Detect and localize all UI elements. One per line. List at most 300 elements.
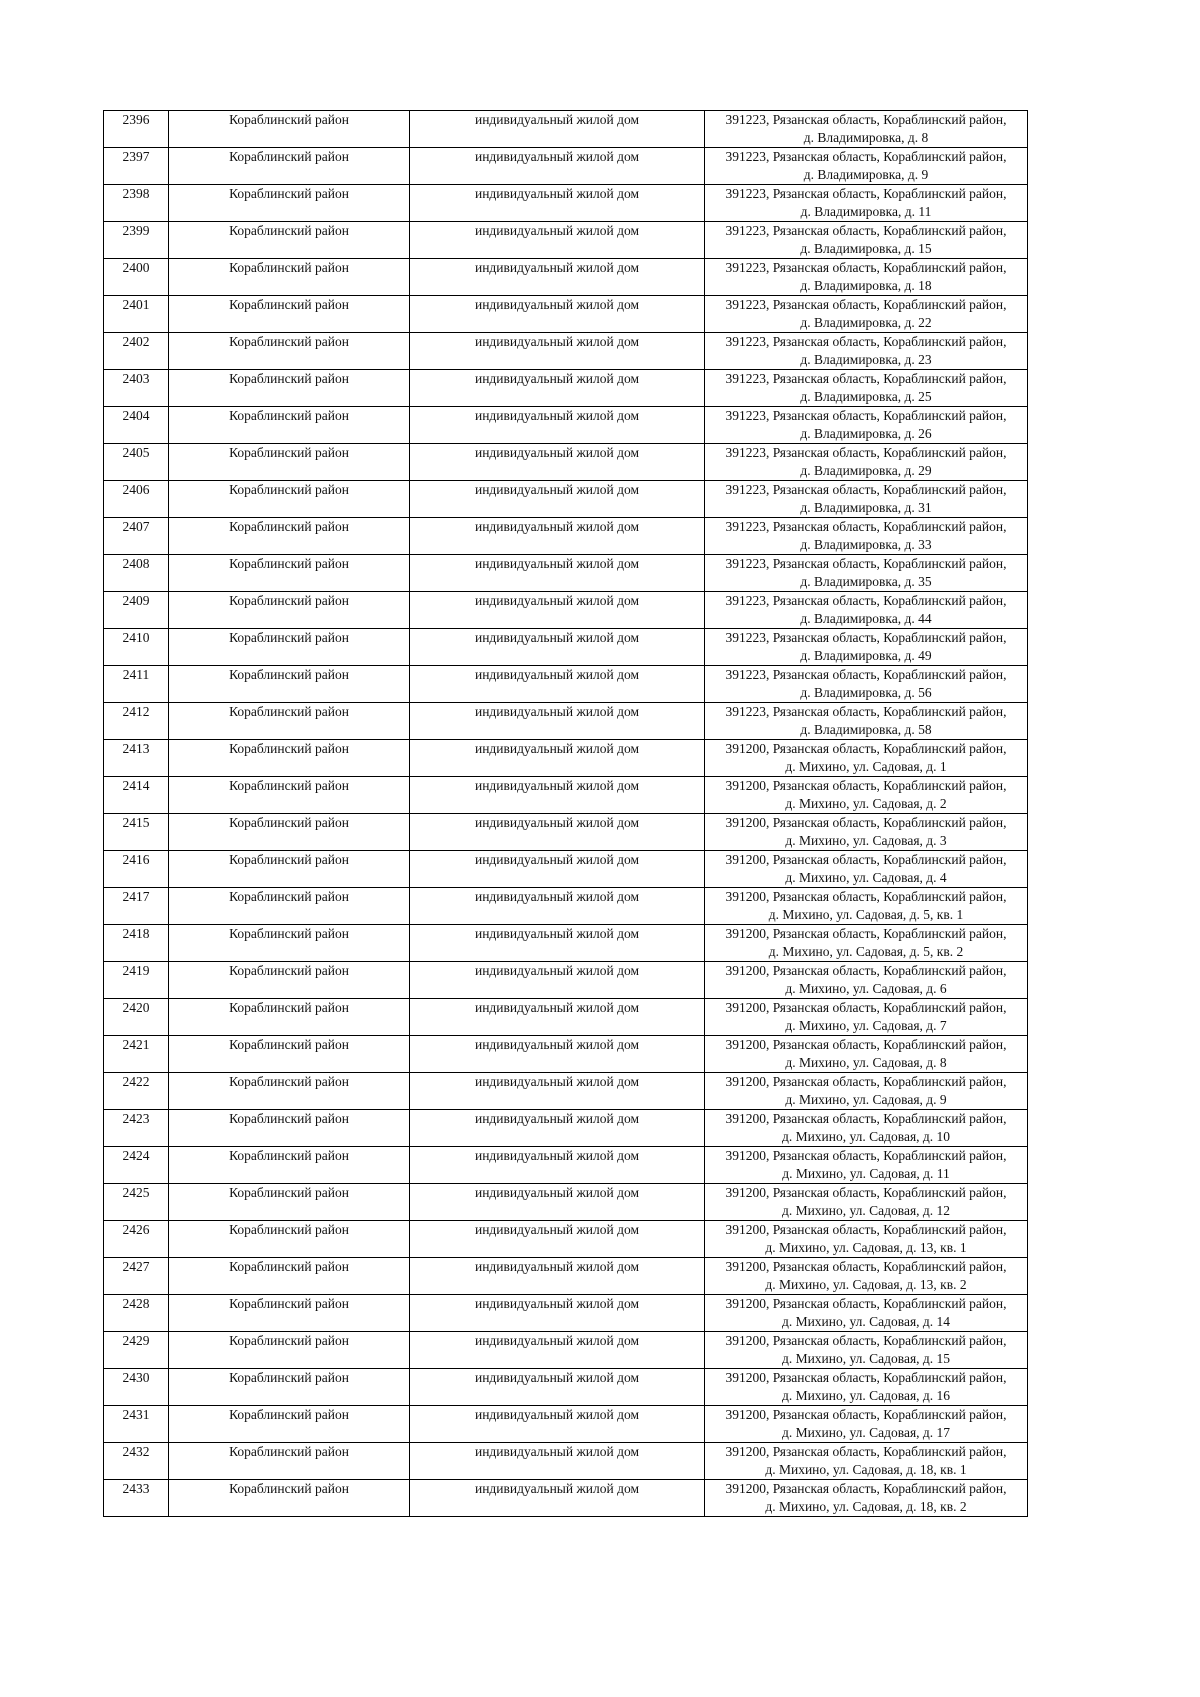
table-row	[104, 1443, 1028, 1480]
object-type-text: индивидуальный жилой дом	[474, 334, 640, 349]
object-type-text: индивидуальный жилой дом	[474, 815, 640, 830]
address-line-2: д. Владимировка, д. 29	[800, 463, 932, 478]
row-number-text: 2420	[122, 1000, 150, 1015]
table-row	[104, 592, 1028, 629]
row-number-text: 2416	[122, 852, 150, 867]
row-number-text: 2429	[122, 1333, 150, 1348]
district-text: Кораблинский район	[229, 963, 349, 978]
table-row	[104, 1369, 1028, 1406]
object-type-cell	[410, 333, 705, 370]
district-text: Кораблинский район	[229, 260, 349, 275]
object-type-cell	[410, 185, 705, 222]
object-type-cell	[410, 370, 705, 407]
district-cell	[169, 444, 410, 481]
object-type-text: индивидуальный жилой дом	[474, 1074, 640, 1089]
district-cell	[169, 370, 410, 407]
object-type-cell	[410, 518, 705, 555]
row-number-text: 2424	[122, 1148, 150, 1163]
address-line-2: д. Владимировка, д. 58	[800, 722, 932, 737]
address-line-1: 391200, Рязанская область, Кораблинский район,	[725, 1111, 1007, 1126]
row-number-text: 2414	[122, 778, 150, 793]
row-number-text: 2426	[122, 1222, 150, 1237]
district-text: Кораблинский район	[229, 1222, 349, 1237]
district-text: Кораблинский район	[229, 704, 349, 719]
object-type-cell	[410, 851, 705, 888]
object-type-cell	[410, 1110, 705, 1147]
address-cell	[705, 259, 1028, 296]
table-row	[104, 888, 1028, 925]
row-number-text: 2399	[122, 223, 150, 238]
address-line-2: д. Владимировка, д. 25	[800, 389, 932, 404]
table-row	[104, 740, 1028, 777]
district-text: Кораблинский район	[229, 112, 349, 127]
row-number-cell	[104, 962, 169, 999]
district-cell	[169, 296, 410, 333]
address-line-1: 391223, Рязанская область, Кораблинский район,	[725, 556, 1007, 571]
address-cell	[705, 1221, 1028, 1258]
object-type-text: индивидуальный жилой дом	[474, 926, 640, 941]
object-type-text: индивидуальный жилой дом	[474, 1444, 640, 1459]
district-text: Кораблинский район	[229, 1037, 349, 1052]
district-text: Кораблинский район	[229, 1074, 349, 1089]
address-cell	[705, 851, 1028, 888]
object-type-text: индивидуальный жилой дом	[474, 1037, 640, 1052]
row-number-cell	[104, 444, 169, 481]
address-cell	[705, 222, 1028, 259]
address-line-1: 391223, Рязанская область, Кораблинский район,	[725, 408, 1007, 423]
address-line-2: д. Владимировка, д. 23	[800, 352, 932, 367]
address-line-2: д. Михино, ул. Садовая, д. 2	[785, 796, 947, 811]
row-number-cell	[104, 1332, 169, 1369]
row-number-cell	[104, 1036, 169, 1073]
district-text: Кораблинский район	[229, 1333, 349, 1348]
row-number-cell	[104, 703, 169, 740]
address-line-2: д. Михино, ул. Садовая, д. 7	[785, 1018, 947, 1033]
row-number-text: 2425	[122, 1185, 150, 1200]
table-row	[104, 444, 1028, 481]
object-type-text: индивидуальный жилой дом	[474, 297, 640, 312]
address-line-1: 391223, Рязанская область, Кораблинский район,	[725, 186, 1007, 201]
address-cell	[705, 1073, 1028, 1110]
row-number-cell	[104, 148, 169, 185]
address-line-1: 391200, Рязанская область, Кораблинский район,	[725, 1185, 1007, 1200]
object-type-text: индивидуальный жилой дом	[474, 482, 640, 497]
district-text: Кораблинский район	[229, 149, 349, 164]
district-text: Кораблинский район	[229, 852, 349, 867]
district-cell	[169, 703, 410, 740]
row-number-text: 2415	[122, 815, 150, 830]
district-cell	[169, 592, 410, 629]
address-cell	[705, 999, 1028, 1036]
table-row	[104, 518, 1028, 555]
object-type-text: индивидуальный жилой дом	[474, 667, 640, 682]
district-text: Кораблинский район	[229, 1259, 349, 1274]
district-cell	[169, 962, 410, 999]
row-number-cell	[104, 1258, 169, 1295]
address-line-1: 391200, Рязанская область, Кораблинский район,	[725, 778, 1007, 793]
district-text: Кораблинский район	[229, 593, 349, 608]
row-number-text: 2410	[122, 630, 150, 645]
object-type-cell	[410, 814, 705, 851]
address-cell	[705, 888, 1028, 925]
address-line-1: 391200, Рязанская область, Кораблинский район,	[725, 1444, 1007, 1459]
address-cell	[705, 1184, 1028, 1221]
row-number-cell	[104, 370, 169, 407]
district-cell	[169, 1036, 410, 1073]
table-row	[104, 1221, 1028, 1258]
address-line-2: д. Михино, ул. Садовая, д. 16	[781, 1388, 951, 1403]
address-line-1: 391223, Рязанская область, Кораблинский район,	[725, 223, 1007, 238]
district-text: Кораблинский район	[229, 1370, 349, 1385]
address-line-1: 391200, Рязанская область, Кораблинский район,	[725, 1407, 1007, 1422]
object-type-text: индивидуальный жилой дом	[474, 445, 640, 460]
housing-registry-table	[103, 110, 1028, 1517]
row-number-text: 2433	[122, 1481, 150, 1496]
address-line-2: д. Владимировка, д. 49	[800, 648, 932, 663]
address-line-2: д. Михино, ул. Садовая, д. 6	[785, 981, 947, 996]
district-cell	[169, 814, 410, 851]
address-line-2: д. Владимировка, д. 31	[800, 500, 932, 515]
object-type-cell	[410, 1369, 705, 1406]
address-cell	[705, 555, 1028, 592]
row-number-cell	[104, 1110, 169, 1147]
address-line-1: 391223, Рязанская область, Кораблинский район,	[725, 445, 1007, 460]
address-line-2: д. Михино, ул. Садовая, д. 12	[781, 1203, 951, 1218]
table-row	[104, 407, 1028, 444]
address-line-2: д. Владимировка, д. 56	[800, 685, 932, 700]
object-type-cell	[410, 1073, 705, 1110]
district-cell	[169, 1369, 410, 1406]
district-cell	[169, 1406, 410, 1443]
address-line-2: д. Владимировка, д. 11	[800, 204, 932, 219]
address-line-1: 391200, Рязанская область, Кораблинский район,	[725, 1037, 1007, 1052]
address-line-2: д. Владимировка, д. 18	[800, 278, 932, 293]
row-number-cell	[104, 629, 169, 666]
object-type-cell	[410, 962, 705, 999]
district-text: Кораблинский район	[229, 778, 349, 793]
row-number-cell	[104, 1480, 169, 1517]
address-line-1: 391223, Рязанская область, Кораблинский район,	[725, 112, 1007, 127]
object-type-cell	[410, 148, 705, 185]
address-line-2: д. Михино, ул. Садовая, д. 4	[785, 870, 947, 885]
address-line-1: 391200, Рязанская область, Кораблинский район,	[725, 926, 1007, 941]
address-line-2: д. Михино, ул. Садовая, д. 14	[781, 1314, 951, 1329]
address-cell	[705, 740, 1028, 777]
object-type-text: индивидуальный жилой дом	[474, 963, 640, 978]
table-row	[104, 1073, 1028, 1110]
row-number-text: 2408	[122, 556, 150, 571]
object-type-text: индивидуальный жилой дом	[474, 741, 640, 756]
object-type-cell	[410, 1406, 705, 1443]
address-line-1: 391200, Рязанская область, Кораблинский район,	[725, 852, 1007, 867]
address-line-2: д. Михино, ул. Садовая, д. 15	[781, 1351, 951, 1366]
object-type-text: индивидуальный жилой дом	[474, 889, 640, 904]
district-cell	[169, 629, 410, 666]
district-text: Кораблинский район	[229, 1185, 349, 1200]
row-number-cell	[104, 222, 169, 259]
address-cell	[705, 1332, 1028, 1369]
row-number-cell	[104, 999, 169, 1036]
table-row	[104, 1184, 1028, 1221]
address-line-2: д. Михино, ул. Садовая, д. 13, кв. 1	[765, 1240, 967, 1255]
object-type-text: индивидуальный жилой дом	[474, 260, 640, 275]
address-cell	[705, 1147, 1028, 1184]
row-number-text: 2401	[122, 297, 150, 312]
object-type-cell	[410, 592, 705, 629]
row-number-text: 2421	[122, 1037, 150, 1052]
address-cell	[705, 407, 1028, 444]
row-number-cell	[104, 1073, 169, 1110]
row-number-cell	[104, 888, 169, 925]
object-type-text: индивидуальный жилой дом	[474, 112, 640, 127]
address-cell	[705, 666, 1028, 703]
address-cell	[705, 777, 1028, 814]
row-number-cell	[104, 814, 169, 851]
address-line-2: д. Владимировка, д. 26	[800, 426, 932, 441]
table-row	[104, 777, 1028, 814]
table-row	[104, 851, 1028, 888]
district-text: Кораблинский район	[229, 926, 349, 941]
district-cell	[169, 111, 410, 148]
address-cell	[705, 592, 1028, 629]
district-text: Кораблинский район	[229, 371, 349, 386]
object-type-cell	[410, 259, 705, 296]
district-cell	[169, 222, 410, 259]
district-text: Кораблинский район	[229, 1407, 349, 1422]
row-number-text: 2428	[122, 1296, 150, 1311]
table-row	[104, 111, 1028, 148]
row-number-cell	[104, 1443, 169, 1480]
address-line-1: 391200, Рязанская область, Кораблинский район,	[725, 889, 1007, 904]
district-text: Кораблинский район	[229, 334, 349, 349]
district-text: Кораблинский район	[229, 519, 349, 534]
address-cell	[705, 370, 1028, 407]
district-text: Кораблинский район	[229, 667, 349, 682]
object-type-text: индивидуальный жилой дом	[474, 1111, 640, 1126]
district-cell	[169, 1295, 410, 1332]
row-number-text: 2403	[122, 371, 150, 386]
row-number-text: 2422	[122, 1074, 150, 1089]
object-type-text: индивидуальный жилой дом	[474, 593, 640, 608]
address-line-2: д. Михино, ул. Садовая, д. 18, кв. 1	[765, 1462, 967, 1477]
row-number-text: 2412	[122, 704, 150, 719]
object-type-text: индивидуальный жилой дом	[474, 223, 640, 238]
object-type-text: индивидуальный жилой дом	[474, 1407, 640, 1422]
object-type-cell	[410, 999, 705, 1036]
row-number-text: 2406	[122, 482, 150, 497]
object-type-text: индивидуальный жилой дом	[474, 704, 640, 719]
district-cell	[169, 333, 410, 370]
address-line-1: 391223, Рязанская область, Кораблинский район,	[725, 593, 1007, 608]
table-row	[104, 999, 1028, 1036]
object-type-text: индивидуальный жилой дом	[474, 371, 640, 386]
address-cell	[705, 1443, 1028, 1480]
address-cell	[705, 185, 1028, 222]
object-type-text: индивидуальный жилой дом	[474, 519, 640, 534]
address-line-1: 391223, Рязанская область, Кораблинский район,	[725, 482, 1007, 497]
address-cell	[705, 1295, 1028, 1332]
address-line-1: 391223, Рязанская область, Кораблинский район,	[725, 371, 1007, 386]
object-type-cell	[410, 925, 705, 962]
table-row	[104, 370, 1028, 407]
address-line-1: 391223, Рязанская область, Кораблинский район,	[725, 667, 1007, 682]
object-type-text: индивидуальный жилой дом	[474, 556, 640, 571]
district-cell	[169, 740, 410, 777]
address-cell	[705, 814, 1028, 851]
row-number-text: 2405	[122, 445, 150, 460]
object-type-cell	[410, 703, 705, 740]
table-row	[104, 481, 1028, 518]
address-line-2: д. Владимировка, д. 33	[800, 537, 932, 552]
district-text: Кораблинский район	[229, 630, 349, 645]
object-type-cell	[410, 296, 705, 333]
row-number-cell	[104, 259, 169, 296]
address-line-1: 391200, Рязанская область, Кораблинский район,	[725, 815, 1007, 830]
district-text: Кораблинский район	[229, 1481, 349, 1496]
row-number-text: 2397	[122, 149, 150, 164]
table-row	[104, 925, 1028, 962]
row-number-text: 2413	[122, 741, 150, 756]
row-number-text: 2396	[122, 112, 150, 127]
district-text: Кораблинский район	[229, 223, 349, 238]
object-type-cell	[410, 777, 705, 814]
table-row	[104, 1258, 1028, 1295]
row-number-cell	[104, 407, 169, 444]
address-line-1: 391223, Рязанская область, Кораблинский район,	[725, 704, 1007, 719]
address-line-2: д. Михино, ул. Садовая, д. 10	[781, 1129, 951, 1144]
object-type-text: индивидуальный жилой дом	[474, 1000, 640, 1015]
address-line-1: 391200, Рязанская область, Кораблинский район,	[725, 1222, 1007, 1237]
address-cell	[705, 629, 1028, 666]
object-type-cell	[410, 888, 705, 925]
district-cell	[169, 185, 410, 222]
district-cell	[169, 1332, 410, 1369]
district-cell	[169, 888, 410, 925]
district-cell	[169, 259, 410, 296]
row-number-cell	[104, 592, 169, 629]
address-cell	[705, 444, 1028, 481]
object-type-text: индивидуальный жилой дом	[474, 1222, 640, 1237]
address-line-2: д. Владимировка, д. 35	[800, 574, 932, 589]
table-row	[104, 259, 1028, 296]
district-text: Кораблинский район	[229, 297, 349, 312]
table-row	[104, 333, 1028, 370]
address-cell	[705, 1369, 1028, 1406]
row-number-cell	[104, 1406, 169, 1443]
object-type-cell	[410, 481, 705, 518]
address-line-1: 391223, Рязанская область, Кораблинский район,	[725, 297, 1007, 312]
object-type-cell	[410, 1443, 705, 1480]
address-line-2: д. Владимировка, д. 8	[803, 130, 929, 145]
object-type-text: индивидуальный жилой дом	[474, 1185, 640, 1200]
table-row	[104, 1147, 1028, 1184]
district-cell	[169, 925, 410, 962]
district-cell	[169, 407, 410, 444]
object-type-text: индивидуальный жилой дом	[474, 1296, 640, 1311]
table-row	[104, 814, 1028, 851]
object-type-cell	[410, 1184, 705, 1221]
address-cell	[705, 518, 1028, 555]
row-number-cell	[104, 555, 169, 592]
district-text: Кораблинский район	[229, 556, 349, 571]
district-text: Кораблинский район	[229, 1111, 349, 1126]
district-cell	[169, 555, 410, 592]
table-row	[104, 703, 1028, 740]
district-text: Кораблинский район	[229, 815, 349, 830]
district-cell	[169, 481, 410, 518]
address-cell	[705, 481, 1028, 518]
address-cell	[705, 1258, 1028, 1295]
object-type-cell	[410, 1147, 705, 1184]
object-type-text: индивидуальный жилой дом	[474, 1259, 640, 1274]
district-cell	[169, 1147, 410, 1184]
address-line-2: д. Михино, ул. Садовая, д. 8	[785, 1055, 947, 1070]
row-number-text: 2400	[122, 260, 150, 275]
row-number-cell	[104, 111, 169, 148]
address-line-1: 391200, Рязанская область, Кораблинский район,	[725, 1296, 1007, 1311]
address-cell	[705, 962, 1028, 999]
district-text: Кораблинский район	[229, 889, 349, 904]
district-text: Кораблинский район	[229, 1148, 349, 1163]
address-line-2: д. Михино, ул. Садовая, д. 17	[781, 1425, 951, 1440]
address-line-2: д. Михино, ул. Садовая, д. 13, кв. 2	[765, 1277, 967, 1292]
address-cell	[705, 333, 1028, 370]
table-row	[104, 222, 1028, 259]
address-line-2: д. Михино, ул. Садовая, д. 5, кв. 2	[768, 944, 964, 959]
object-type-cell	[410, 555, 705, 592]
address-line-2: д. Михино, ул. Садовая, д. 3	[785, 833, 947, 848]
address-cell	[705, 296, 1028, 333]
district-cell	[169, 999, 410, 1036]
row-number-text: 2409	[122, 593, 150, 608]
address-cell	[705, 1110, 1028, 1147]
district-cell	[169, 777, 410, 814]
district-text: Кораблинский район	[229, 408, 349, 423]
address-line-2: д. Михино, ул. Садовая, д. 11	[782, 1166, 950, 1181]
table-row	[104, 296, 1028, 333]
address-line-1: 391200, Рязанская область, Кораблинский район,	[725, 1370, 1007, 1385]
table-row	[104, 629, 1028, 666]
object-type-cell	[410, 111, 705, 148]
object-type-cell	[410, 1332, 705, 1369]
row-number-text: 2418	[122, 926, 150, 941]
object-type-cell	[410, 407, 705, 444]
district-text: Кораблинский район	[229, 1444, 349, 1459]
address-line-2: д. Владимировка, д. 9	[803, 167, 929, 182]
object-type-text: индивидуальный жилой дом	[474, 778, 640, 793]
row-number-cell	[104, 481, 169, 518]
object-type-cell	[410, 1480, 705, 1517]
district-text: Кораблинский район	[229, 741, 349, 756]
object-type-cell	[410, 740, 705, 777]
district-cell	[169, 666, 410, 703]
address-line-1: 391223, Рязанская область, Кораблинский район,	[725, 519, 1007, 534]
object-type-cell	[410, 1295, 705, 1332]
object-type-text: индивидуальный жилой дом	[474, 1370, 640, 1385]
row-number-text: 2423	[122, 1111, 150, 1126]
table-row	[104, 555, 1028, 592]
row-number-cell	[104, 740, 169, 777]
row-number-cell	[104, 333, 169, 370]
address-line-1: 391223, Рязанская область, Кораблинский район,	[725, 630, 1007, 645]
row-number-text: 2407	[122, 519, 150, 534]
table-row	[104, 1406, 1028, 1443]
address-line-1: 391200, Рязанская область, Кораблинский район,	[725, 1481, 1007, 1496]
address-line-1: 391200, Рязанская область, Кораблинский район,	[725, 1074, 1007, 1089]
address-cell	[705, 1480, 1028, 1517]
district-cell	[169, 1073, 410, 1110]
row-number-cell	[104, 925, 169, 962]
